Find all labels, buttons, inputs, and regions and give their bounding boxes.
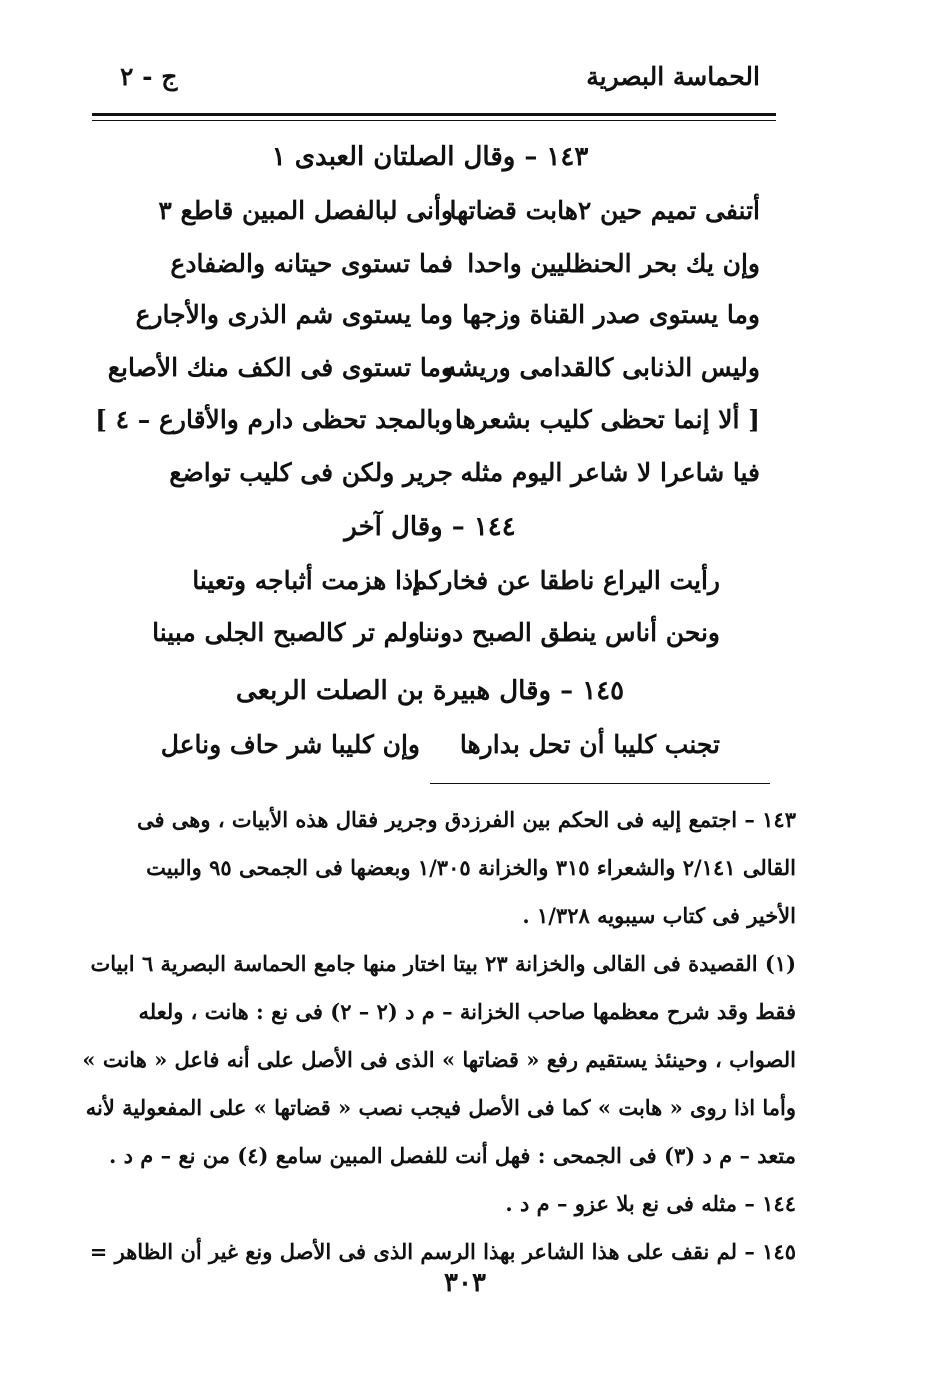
first-hemistich: أتنفى تميم حين ٢هابت قضاتها xyxy=(449,196,760,225)
poem-heading: ١٤٥ – وقال هبيرة بن الصلت الربعى xyxy=(235,676,625,706)
volume-label: ج - ٢ xyxy=(120,62,178,91)
footnote-line: ١٤٥ – لم نقف على هذا الشاعر بهذا الرسم الذى فى الأصل ونع غير أن الظاهر = xyxy=(89,1239,796,1264)
first-hemistich: وليس الذنابى كالقدامى وريشه xyxy=(443,353,760,382)
first-hemistich: [ ألا إنما تحظى كليب بشعرها xyxy=(454,405,760,434)
verse-line xyxy=(128,196,760,244)
footnote-line: الصواب ، وحينئذ يستقيم رفع « قضاتها » الذى فى الأصل على أنه فاعل « هانت » xyxy=(82,1047,796,1072)
verse-line xyxy=(128,458,760,506)
second-hemistich: وبالمجد تحظى دارم والأقارع – ٤ ] xyxy=(95,405,453,434)
footnote-line: القالى ٢/١٤١ والشعراء ٣١٥ والخزانة ١/٣٠٥ وبعضها فى الجمحى ٩٥ والبيت xyxy=(146,855,796,880)
footnote-line: متعد – م د (٣) فى الجمحى : فهل أنت للفصل المبين سامع (٤) من نع – م د . xyxy=(109,1143,796,1168)
footnotes xyxy=(82,796,796,1276)
verse-line xyxy=(128,300,760,348)
verse-line xyxy=(160,566,720,614)
first-hemistich: وإن يك بحر الحنظليين واحدا xyxy=(467,249,760,278)
first-hemistich: تجنب كليبا أن تحل بدارها xyxy=(459,730,720,759)
page-number: ٣٠٣ xyxy=(444,1268,486,1298)
verse-line xyxy=(107,353,760,401)
second-hemistich: وإن كليبا شر حاف وناعل xyxy=(160,730,420,759)
first-hemistich: وما يستوى صدر القناة وزجها xyxy=(462,300,760,329)
first-hemistich: رأيت اليراع ناطقا عن فخاركم xyxy=(411,566,720,595)
footnote-line: فقط وقد شرح معظمها صاحب الخزانة – م د (٢ – ٢) فى نع : هانت ، ولعله xyxy=(138,999,796,1024)
footnote-line: ١٤٣ – اجتمع إليه فى الحكم بين الفرزدق وجرير فقال هذه الأبيات ، وهى فى xyxy=(136,807,796,832)
verse-line xyxy=(160,730,720,778)
header-rule-thick xyxy=(92,113,776,116)
running-header xyxy=(120,62,760,102)
footnote-line: (١) القصيدة فى القالى والخزانة ٢٣ بيتا اختار منها جامع الحماسة البصرية ٦ ابيات xyxy=(90,951,796,976)
first-hemistich: فيا شاعرا لا شاعر اليوم مثله xyxy=(460,458,760,487)
second-hemistich: وما تستوى فى الكف منك الأصابع xyxy=(107,353,453,382)
poem-heading: ١٤٣ – وقال الصلتان العبدى ١ xyxy=(271,142,589,172)
footnote-line: الأخير فى كتاب سيبويه ١/٣٢٨ . xyxy=(522,903,796,928)
header-rule-thin xyxy=(92,120,776,121)
second-hemistich: فما تستوى حيتانه والضفادع xyxy=(170,249,453,278)
second-hemistich: وما يستوى شم الذرى والأجارع xyxy=(135,300,453,329)
verse-line xyxy=(128,249,760,297)
first-hemistich: ونحن أناس ينطق الصبح دوننا xyxy=(417,618,720,647)
footnote-line: ١٤٤ – مثله فى نع بلا عزو – م د . xyxy=(505,1191,796,1216)
verse-line xyxy=(95,405,760,453)
verse-line xyxy=(152,618,720,666)
second-hemistich: ولم تر كالصبح الجلى مبينا xyxy=(152,618,420,647)
footnote-rule xyxy=(430,783,770,784)
poem-heading: ١٤٤ – وقال آخر xyxy=(344,512,516,542)
second-hemistich: إذا هزمت أثباجه وتعينا xyxy=(192,566,420,595)
running-title: الحماسة البصرية xyxy=(586,62,760,91)
second-hemistich: وأنى لبالفصل المبين قاطع ٣ xyxy=(158,196,453,225)
footnote-line: وأما اذا روى « هابت » كما فى الأصل فيجب نصب « قضاتها » على المفعولية لأنه xyxy=(85,1095,796,1120)
second-hemistich: جرير ولكن فى كليب تواضع xyxy=(169,458,453,487)
